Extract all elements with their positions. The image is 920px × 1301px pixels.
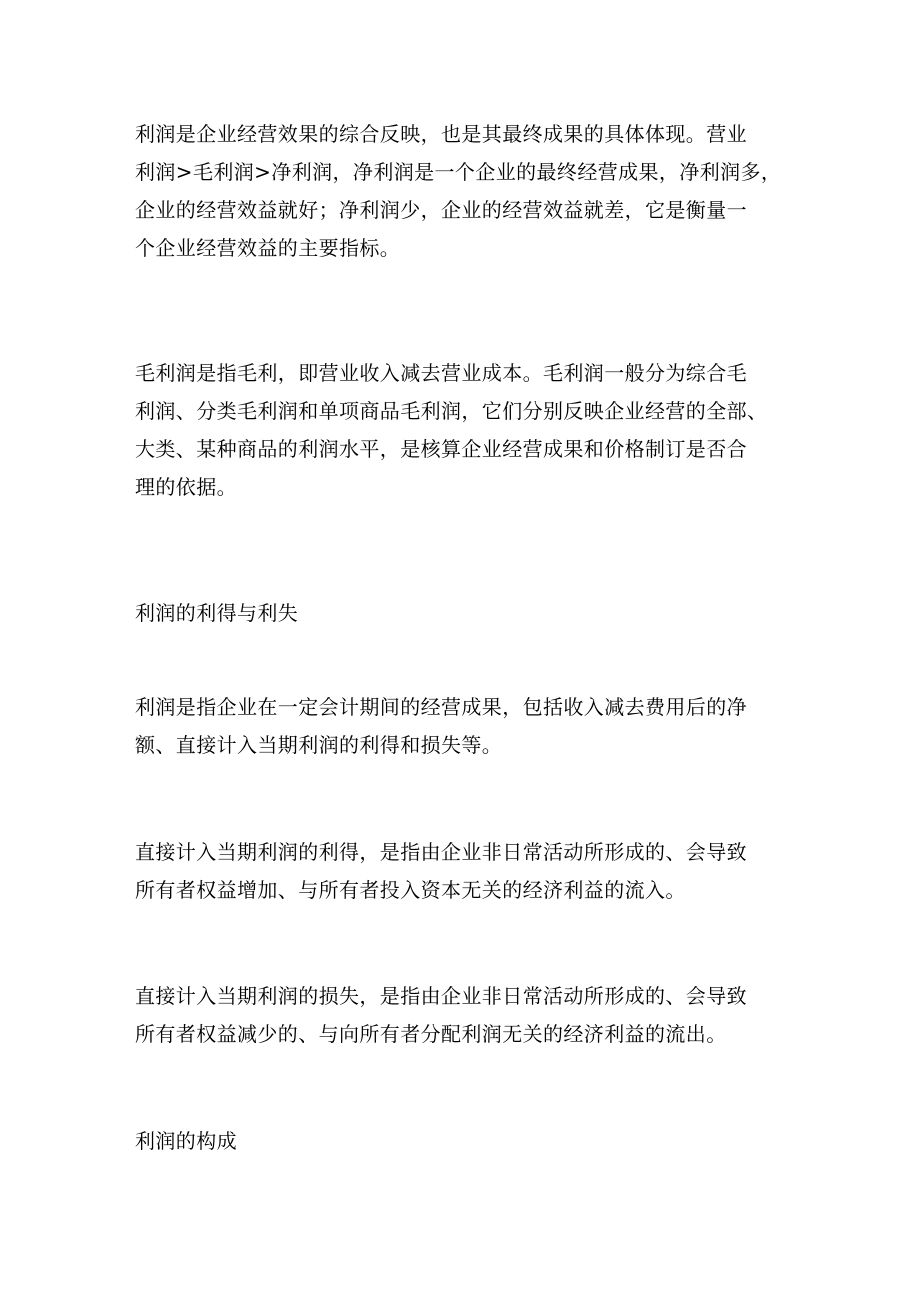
paragraph-profit-overview (135, 115, 815, 267)
text-line: 额、直接计入当期利润的利得和损失等。 (135, 733, 503, 757)
heading-text: 利润的构成 (135, 1129, 237, 1153)
paragraph-profit-definition (135, 688, 815, 764)
text-line: 直接计入当期利润的损失，是指由企业非日常活动所形成的、会导致 (135, 984, 747, 1008)
text-line: 所有者权益增加、与所有者投入资本无关的经济利益的流入。 (135, 878, 686, 902)
text-line: 直接计入当期利润的利得，是指由企业非日常活动所形成的、会导致 (135, 840, 747, 864)
section-heading-profit-composition (135, 1122, 815, 1160)
text-line: 毛利润是指毛利，即营业收入减去营业成本。毛利润一般分为综合毛 (135, 361, 747, 385)
paragraph-gross-profit (135, 354, 815, 506)
text-line: 利润是企业经营效果的综合反映，也是其最终成果的具体体现。营业 (135, 122, 747, 146)
text-line: 利润>毛利润>净利润，净利润是一个企业的最终经营成果，净利润多， (135, 160, 782, 184)
heading-text: 利润的利得与利失 (135, 601, 299, 625)
text-line: 所有者权益减少的、与向所有者分配利润无关的经济利益的流出。 (135, 1022, 727, 1046)
text-line: 利润、分类毛利润和单项商品毛利润，它们分别反映企业经营的全部、 (135, 399, 768, 423)
text-line: 企业的经营效益就好；净利润少，企业的经营效益就差，它是衡量一 (135, 198, 747, 222)
text-line: 利润是指企业在一定会计期间的经营成果，包括收入减去费用后的净 (135, 695, 747, 719)
paragraph-gains (135, 833, 815, 909)
text-line: 个企业经营效益的主要指标。 (135, 236, 401, 260)
text-line: 大类、某种商品的利润水平，是核算企业经营成果和价格制订是否合 (135, 437, 747, 461)
paragraph-losses (135, 977, 815, 1053)
section-heading-gains-losses (135, 594, 815, 632)
text-line: 理的依据。 (135, 475, 237, 499)
